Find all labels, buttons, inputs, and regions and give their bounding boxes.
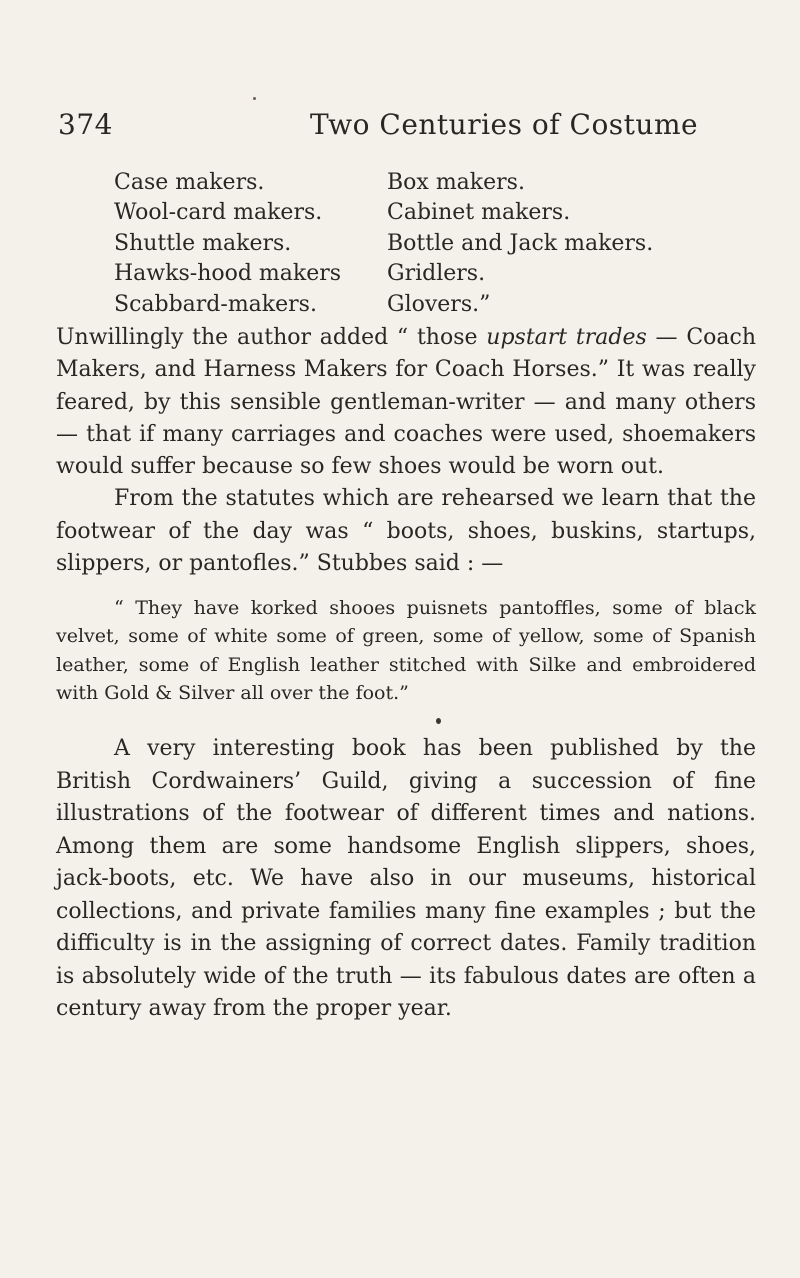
trade-list-item: Wool-card makers. <box>114 200 323 226</box>
trade-list-item: Scabbard-makers. <box>114 291 317 317</box>
trade-list-item: Shuttle makers. <box>114 230 292 256</box>
trade-list-left-column <box>114 168 341 320</box>
page-number: 374 <box>58 108 113 141</box>
paragraph-cordwainers-guild: A very interesting book has been published by the British Cordwainers’ Guild, giving a succession of fine illustrations of the footwear of different times and nations. Among them are some handsome English slippers, shoes, jack-boots, etc. We have also in our museums, historical collections, and private families many fine examples ; but the difficulty is in the assigning of correct dates. Family tradition is absolutely wide of the truth — its fabulous dates are often a century away from the proper year. <box>56 736 756 1021</box>
page-header <box>58 108 758 148</box>
paragraph-footwear-statutes: From the statutes which are rehearsed we learn that the footwear of the day was “ boots, shoes, buskins, startups, slippers, or pantofles.” Stubbes said : — <box>56 486 756 577</box>
italic-phrase: upstart trades <box>486 325 647 350</box>
paragraph-upstart-trades <box>56 322 756 580</box>
trade-list-item: Bottle and Jack makers. <box>387 230 654 256</box>
trade-list-item: Glovers.” <box>387 291 491 317</box>
running-title: Two Centuries of Costume <box>310 108 699 141</box>
ink-speck <box>253 97 256 100</box>
trade-list-item: Hawks-hood makers <box>114 261 342 287</box>
trade-list-item: Cabinet makers. <box>387 200 571 226</box>
ink-dot <box>436 718 441 724</box>
block-quote-stubbes: “ They have korked shooes puisnets pantoffles, some of black velvet, some of white some of green, some of yellow, some of Spanish leather, some of English leather stitched with Silke and embroidered with Gold & Silver all over the foot.” <box>56 597 756 705</box>
trade-list-right-column <box>387 168 653 320</box>
paragraph-text <box>56 322 756 483</box>
paragraph-text-part: — Coach Makers, and Harness Makers for Coach Horses.” It was really feared, by this sensible gentleman-writer — and many others — that if many carriages and coaches were used, shoemakers would suffer because so few shoes would be worn out. <box>56 325 756 480</box>
paragraph-text-part: Unwillingly the author added “ those <box>56 325 487 350</box>
trade-list-item: Gridlers. <box>387 261 486 287</box>
trade-list-item: Box makers. <box>387 170 525 195</box>
trade-list-item: Case makers. <box>114 170 265 195</box>
